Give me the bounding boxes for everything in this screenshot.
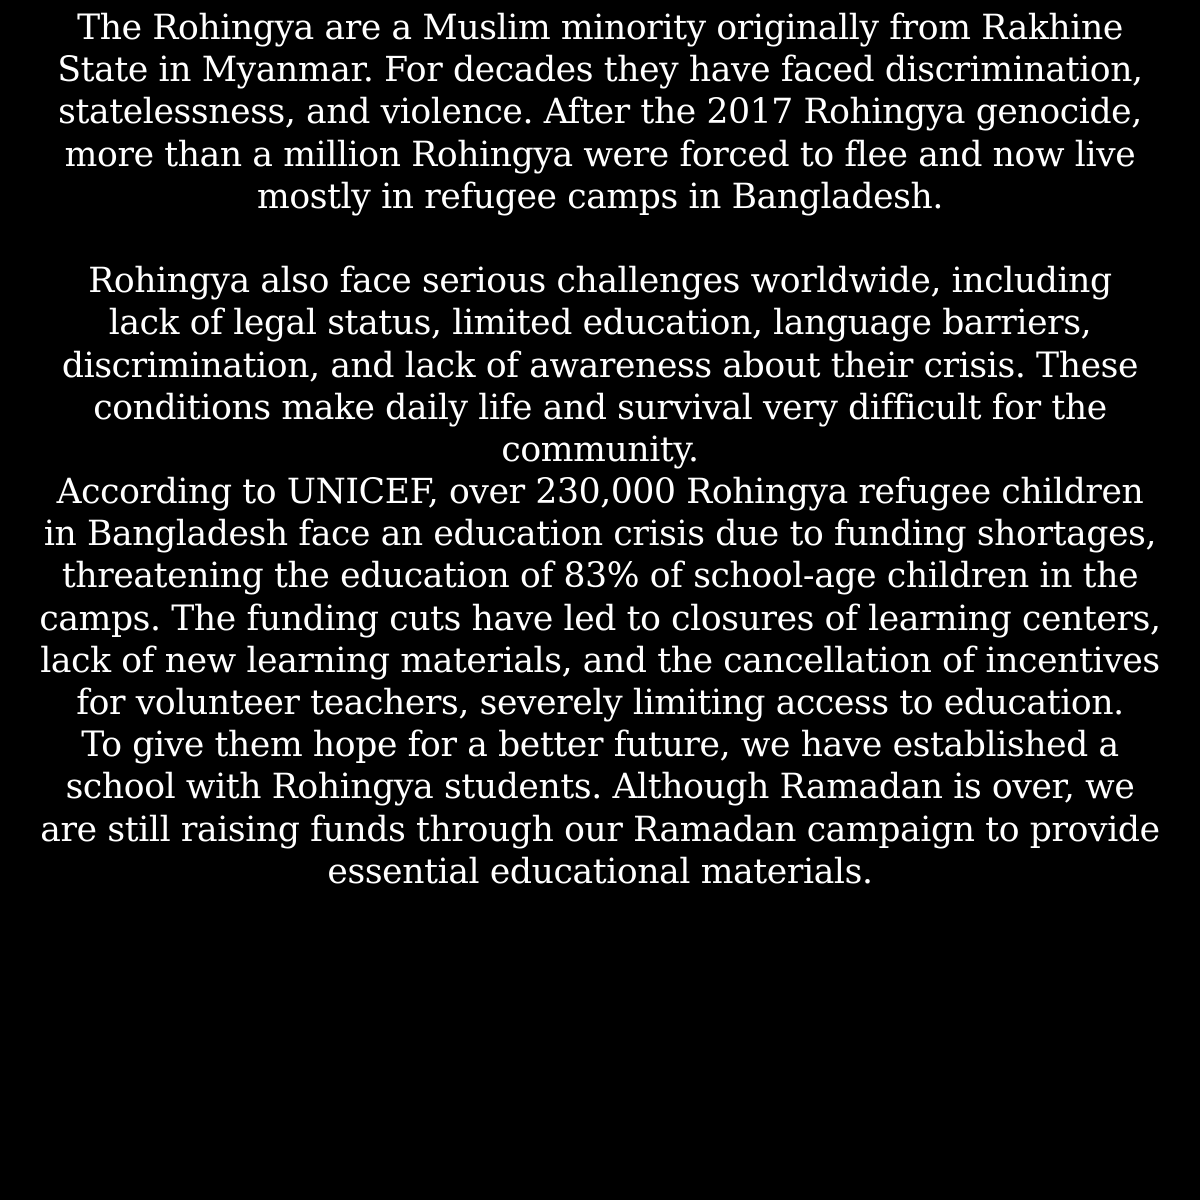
text-line: According to UNICEF, over 230,000 Rohingya refugee children — [56, 472, 1144, 513]
paragraph-spacer — [0, 218, 1200, 260]
text-line: lack of legal status, limited education, language barriers, — [108, 303, 1092, 344]
paragraph-challenges — [0, 260, 1200, 471]
text-line: threatening the education of 83% of school-age children in the — [61, 556, 1139, 597]
text-line: community. — [501, 429, 699, 470]
text-line: school with Rohingya students. Although Ramadan is over, we — [65, 767, 1135, 808]
text-line: conditions make daily life and survival very difficult for the — [93, 387, 1107, 428]
paragraph-unicef-education-crisis — [0, 471, 1200, 724]
paragraph-school-campaign — [0, 724, 1200, 893]
text-line: mostly in refugee camps in Bangladesh. — [256, 176, 944, 217]
text-line: for volunteer teachers, severely limiting access to education. — [76, 683, 1124, 723]
text-line: Rohingya also face serious challenges worldwide, including — [88, 261, 1112, 302]
paragraph-rohingya-background — [0, 7, 1200, 218]
text-line: camps. The funding cuts have led to closures of learning centers, — [39, 598, 1161, 639]
text-line: The Rohingya are a Muslim minority originally from Rakhine — [77, 8, 1123, 48]
text-line: in Bangladesh face an education crisis due to funding shortages, — [43, 514, 1157, 555]
text-line: are still raising funds through our Ramadan campaign to provide — [40, 809, 1160, 850]
text-line: lack of new learning materials, and the cancellation of incentives — [40, 640, 1160, 681]
text-line: State in Myanmar. For decades they have faced discrimination, — [57, 50, 1143, 91]
text-line: statelessness, and violence. After the 2017 Rohingya genocide, — [58, 92, 1142, 133]
text-line: essential educational materials. — [327, 851, 873, 892]
text-line: discrimination, and lack of awareness about their crisis. These — [61, 345, 1139, 386]
text-line: To give them hope for a better future, we have established a — [81, 725, 1119, 766]
text-line: more than a million Rohingya were forced to flee and now live — [64, 134, 1136, 175]
